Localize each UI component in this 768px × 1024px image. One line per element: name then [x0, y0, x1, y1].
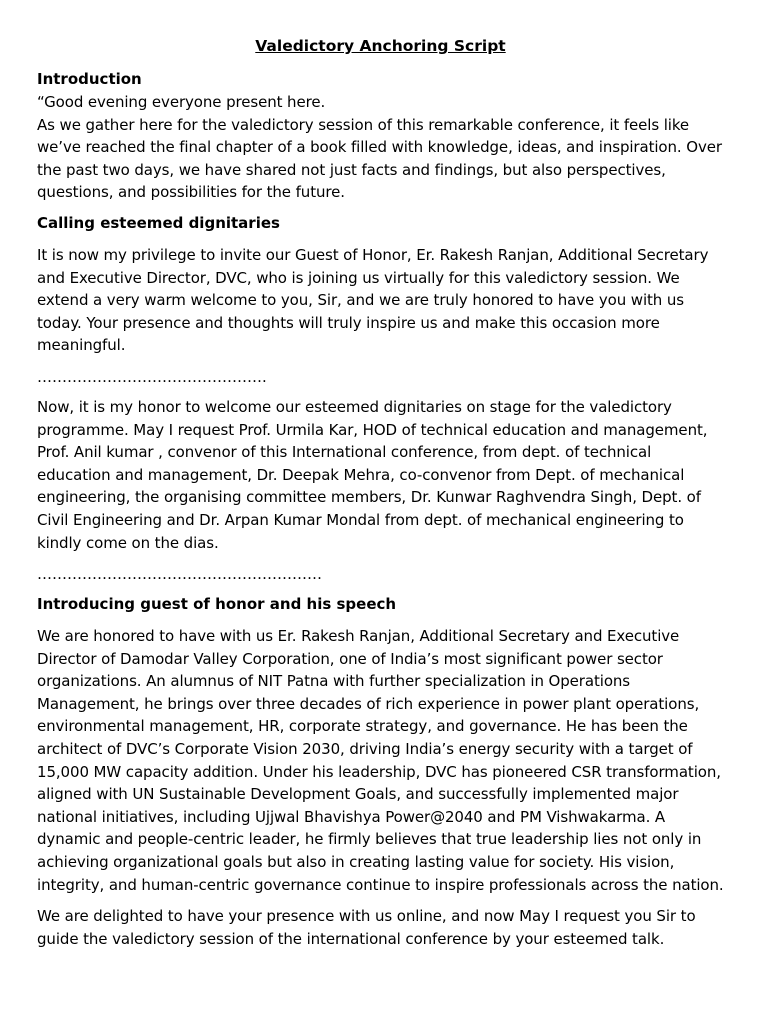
separator-dots: ………………………………………………… — [37, 565, 322, 584]
guest-introduction-paragraph: We are honored to have with us Er. Rakesh Ranjan, Additional Secretary and Executive Director of Damodar Valley Corporation, one of India’s most significant power sector organizations. An alumnus of NIT Patna with further specialization in Operations Management, he brings over three decades of rich experience in power plant operations, environmental management, HR, corporate strategy, and governance. He has been the architect of DVC’s Corporate Vision 2030, driving India’s energy security with a target of 15,000 MW capacity addition. Under his leadership, DVC has pioneered CSR transformation, aligned with UN Sustainable Development Goals, and successfully implemented major national initiatives, including Ujjwal Bhavishya Power@2040 and PM Vishwakarma. A dynamic and people-centric leader, he firmly believes that true leadership lies not only in achieving organizational goals but also in creating lasting value for society. His vision, integrity, and human-centric governance continue to inspire professionals across the nation. — [37, 627, 724, 894]
page-title: Valedictory Anchoring Script — [255, 37, 506, 55]
guest-closing-paragraph: We are delighted to have your presence with us online, and now May I request you Sir to guide the valedictory session of the international conference by your esteemed talk. — [37, 907, 696, 948]
introduction-greeting: “Good evening everyone present here. — [37, 93, 326, 111]
separator-dots: ………………………………………. — [37, 367, 267, 386]
dignitaries-heading: Calling esteemed dignitaries — [37, 213, 280, 232]
dignitaries-paragraph-guest-invite: It is now my privilege to invite our Guest of Honor, Er. Rakesh Ranjan, Additional Secretary and Executive Director, DVC, who is joining us virtually for this valedictory session. We extend a very warm welcome to you, Sir, and we are truly honored to have you with us today. Your presence and thoughts will truly inspire us and make this occasion more meaningful. — [37, 245, 709, 355]
introduction-heading: Introduction — [37, 70, 142, 88]
dignitaries-paragraph-stage-invite: Now, it is my honor to welcome our esteemed dignitaries on stage for the valedictory programme. May I request Prof. Urmila Kar, HOD of technical education and management, Prof. Anil kumar , convenor of this International conference, from dept. of technical education and management, Dr. Deepak Mehra, co-convenor from Dept. of mechanical engineering, the organising committee members, Dr. Kunwar Raghvendra Singh, Dept. of Civil Engineering and Dr. Arpan Kumar Mondal from dept. of mechanical engineering to kindly come on the dias. — [37, 397, 708, 552]
introduction-paragraph: As we gather here for the valedictory session of this remarkable conference, it feels like we’ve reached the final chapter of a book filled with knowledge, ideas, and inspiration. Over the past two days, we have shared not just facts and findings, but also perspectives, questions, and possibilities for the future. — [37, 115, 722, 202]
guest-heading: Introducing guest of honor and his speech — [37, 595, 397, 614]
